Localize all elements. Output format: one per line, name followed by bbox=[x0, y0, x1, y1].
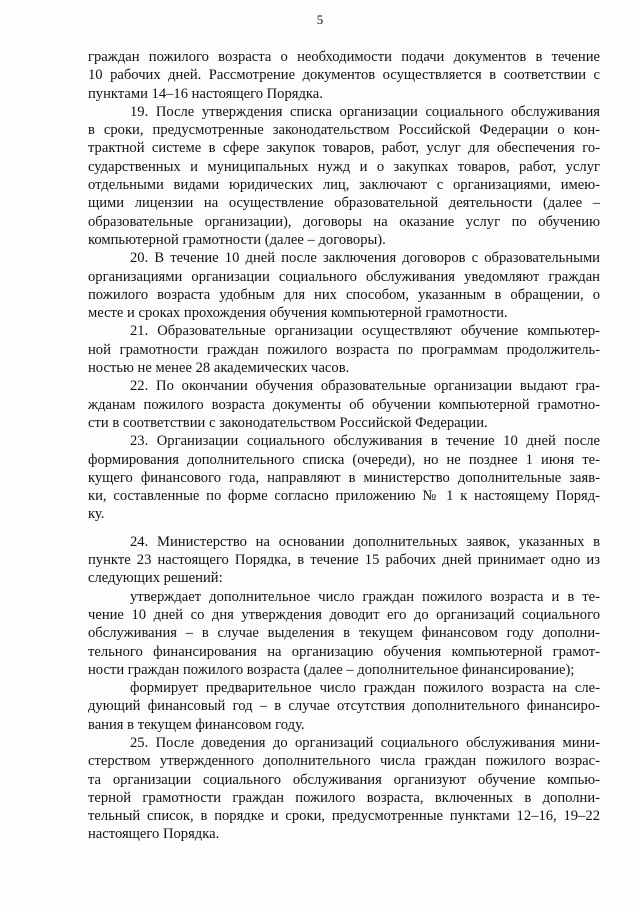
paragraph-first-line: 19. После утверждения списка организации социального обслуживания bbox=[130, 103, 600, 120]
text-line: пунктами 14–16 настоящего Порядка. bbox=[88, 85, 323, 102]
text-line: компьютерной грамотности (далее – договоры). bbox=[88, 231, 386, 248]
paragraph-gap bbox=[88, 524, 600, 533]
text-line: дующий финансовый год – в случае отсутствия дополнительного финансиро- bbox=[88, 698, 600, 715]
text-line: формирования дополнительного списка (очереди), но не позднее 1 июня те- bbox=[88, 451, 600, 468]
text-line: месте и сроках прохождения обучения компьютерной грамотности. bbox=[88, 305, 508, 322]
paragraph-first-line: 22. По окончании обучения образовательные организации выдают гра- bbox=[130, 378, 600, 395]
text-line: та организации социального обслуживания организуют обучение компью- bbox=[88, 771, 600, 788]
text-line: тельного финансирования на организацию обучения компьютерной грамот- bbox=[88, 643, 600, 660]
paragraph-first-line: 21. Образовательные организации осуществляют обучение компьютер- bbox=[130, 323, 600, 340]
text-line: 10 рабочих дней. Рассмотрение документов осуществляется в соответствии с bbox=[88, 67, 600, 84]
text-line: настоящего Порядка. bbox=[88, 826, 220, 843]
text-line: образовательные организации), договоры на оказание услуг по обучению bbox=[88, 213, 600, 230]
paragraph-first-line: 23. Организации социального обслуживания в течение 10 дней после bbox=[130, 433, 600, 450]
text-line: стерством утвержденного дополнительного числа граждан пожилого возрас- bbox=[88, 753, 600, 770]
text-line: ной грамотности граждан пожилого возраста по программам продолжитель- bbox=[88, 341, 600, 358]
text-line: жданам пожилого возраста документы об обучении компьютерной грамотно- bbox=[88, 396, 600, 413]
text-line: пункте 23 настоящего Порядка, в течение 15 рабочих дней принимает одно из bbox=[88, 552, 600, 569]
text-line: тельный список, в порядке и сроки, предусмотренные пунктами 12–16, 19–22 bbox=[88, 808, 600, 825]
text-line: терной грамотности граждан пожилого возраста, включенных в дополни- bbox=[88, 789, 600, 806]
text-line: вания в текущем финансовом году. bbox=[88, 716, 305, 733]
text-line: трактной системе в сфере закупок товаров, работ, услуг для обеспечения го- bbox=[88, 140, 600, 157]
paragraph-first-line: формирует предварительное число граждан пожилого возраста на сле- bbox=[130, 680, 600, 697]
text-line: ностью не менее 28 академических часов. bbox=[88, 360, 350, 377]
document-body bbox=[88, 48, 600, 844]
text-line: обслуживания – в случае выделения в текущем финансовом году дополни- bbox=[88, 625, 600, 642]
paragraph-first-line: 20. В течение 10 дней после заключения договоров с образовательными bbox=[130, 250, 600, 267]
text-line: кущего финансового года, направляют в министерство дополнительные заяв- bbox=[88, 469, 600, 486]
text-line: ности граждан пожилого возраста (далее – дополнительное финансирование); bbox=[88, 661, 575, 678]
text-line: пожилого возраста удобным для них способом, указанным в обращении, о bbox=[88, 286, 600, 303]
text-line: ку. bbox=[88, 506, 105, 523]
text-line: ки, составленные по форме согласно приложению № 1 к настоящему Поряд- bbox=[88, 488, 600, 505]
text-line: в сроки, предусмотренные законодательством Российской Федерации о кон- bbox=[88, 122, 600, 139]
text-line: сударственных и муниципальных нужд и о закупках товаров, работ, услуг bbox=[88, 158, 600, 175]
text-line: следующих решений: bbox=[88, 570, 223, 587]
text-line: граждан пожилого возраста о необходимости подачи документов в течение bbox=[88, 49, 600, 65]
text-line: чение 10 дней со дня утверждения доводит его до организаций социального bbox=[88, 606, 600, 623]
paragraph-first-line: утверждает дополнительное число граждан пожилого возраста и в те- bbox=[130, 588, 600, 605]
text-line: отдельными видами юридических лиц, заключают с организациями, имею- bbox=[88, 177, 600, 194]
text-line: щими лицензии на осуществление образовательной деятельности (далее – bbox=[88, 195, 600, 212]
text-line: сти в соответствии с законодательством Российской Федерации. bbox=[88, 414, 488, 431]
text-line: организациями организации социального обслуживания уведомляют граждан bbox=[88, 268, 600, 285]
paragraph-first-line: 25. После доведения до организаций социального обслуживания мини- bbox=[130, 734, 600, 751]
page-number: 5 bbox=[316, 12, 324, 27]
paragraph-first-line: 24. Министерство на основании дополнительных заявок, указанных в bbox=[130, 533, 600, 550]
